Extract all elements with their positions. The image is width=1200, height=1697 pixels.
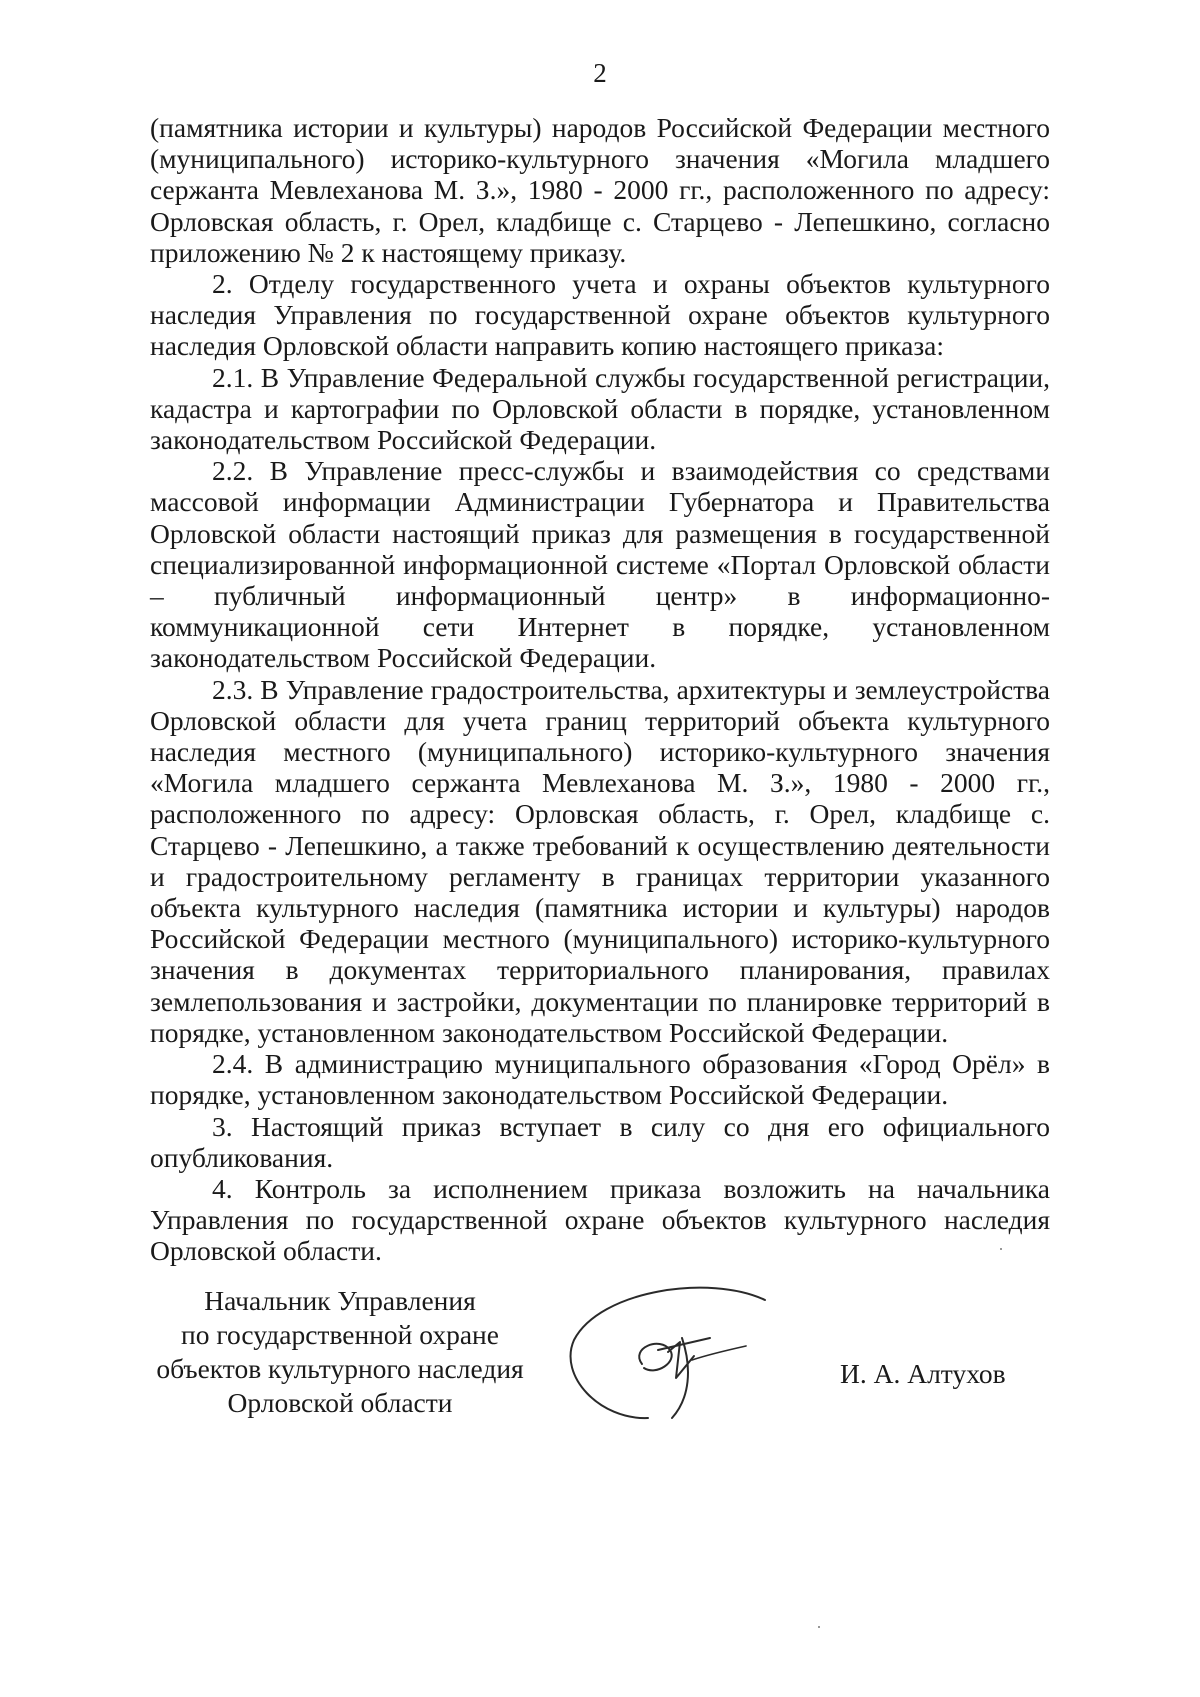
page-number: 2 [593, 58, 607, 88]
paragraph-continuation: (памятника истории и культуры) народов Российской Федерации местного (муниципального) историко-культурного значения «Могила младшего сержанта Мевлеханова М. З.», 1980 - 2000 гг., расположенного по адресу: Орловская область, г. Орел, кладбище с. Старцево - Лепешкино, согласно приложению № 2 к настоящему приказу. [150, 112, 1050, 268]
signatory-name: И. А. Алтухов [840, 1358, 1006, 1389]
signatory-title-line: по государственной охране [181, 1319, 499, 1350]
scan-speck [1000, 1248, 1002, 1250]
paragraph-item-2-3: 2.3. В Управление градостроительства, архитектуры и землеустройства Орловской области для учета границ территорий объекта культурного наследия местного (муниципального) историко-культурного значения «Могила младшего сержанта Мевлеханова М. З.», 1980 - 2000 гг., расположенного по адресу: Орловская область, г. Орел, кладбище с. Старцево - Лепешкино, а также требований к осуществлению деятельности и градостроительному регламенту в границах территории указанного объекта культурного наследия (памятника истории и культуры) народов Российской Федерации местного (муниципального) историко-культурного значения в документах территориального планирования, правилах землепользования и застройки, документации по планировке территорий в порядке, установленном законодательством Российской Федерации. [150, 673, 1050, 1048]
paragraph-item-2-4: 2.4. В администрацию муниципального образования «Город Орёл» в порядке, установленном законодательством Российской Федерации. [150, 1048, 1050, 1111]
paragraph-item-4: 4. Контроль за исполнением приказа возложить на начальника Управления по государственной охране объектов культурного наследия Орловской области. [150, 1172, 1050, 1267]
signatory-title [140, 1284, 540, 1420]
signatory-title-line: Начальник Управления [204, 1285, 476, 1316]
paragraph-item-2-1: 2.1. В Управление Федеральной службы государственной регистрации, кадастра и картографии по Орловской области в порядке, установленном законодательством Российской Федерации. [150, 361, 1050, 456]
signatory-title-line: Орловской области [227, 1387, 453, 1418]
handwritten-signature [560, 1278, 800, 1428]
signatory-title-line: объектов культурного наследия [156, 1353, 524, 1384]
paragraph-item-2: 2. Отделу государственного учета и охраны объектов культурного наследия Управления по государственной охране объектов культурного наследия Орловской области направить копию настоящего приказа: [150, 268, 1050, 362]
scan-speck [818, 1626, 820, 1628]
paragraph-item-2-2: 2.2. В Управление пресс-службы и взаимодействия со средствами массовой информации Администрации Губернатора и Правительства Орловской области настоящий приказ для размещения в государственной специализированной информационной системе «Портал Орловской области – публичный информационный центр» в информационно-коммуникационной сети Интернет в порядке, установленном законодательством Российской Федерации. [150, 455, 1050, 674]
document-body [150, 112, 1050, 1267]
paragraph-item-3: 3. Настоящий приказ вступает в силу со дня его официального опубликования. [150, 1110, 1050, 1173]
